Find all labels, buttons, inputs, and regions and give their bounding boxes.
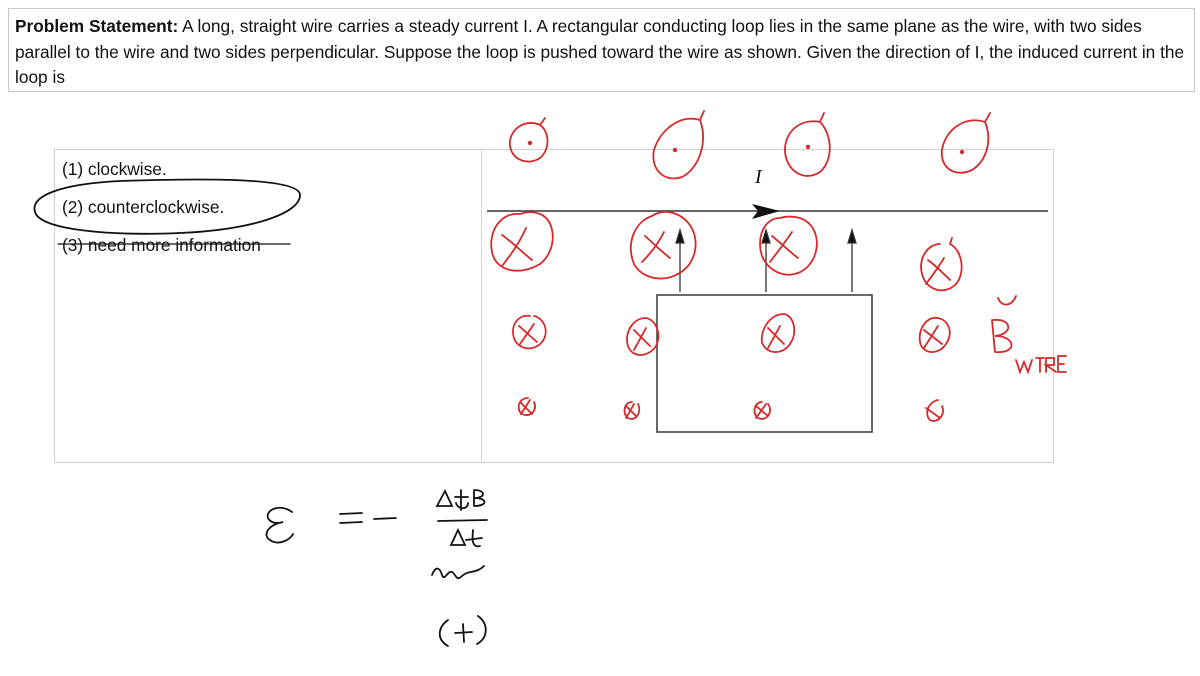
dot-symbol-3 — [785, 113, 830, 176]
x-symbol-9 — [519, 398, 535, 415]
delta-numerator — [437, 491, 452, 506]
option-counterclockwise[interactable]: (2) counterclockwise. — [62, 197, 225, 217]
option-clockwise[interactable]: (1) clockwise. — [62, 159, 167, 179]
b-wire-label — [992, 296, 1066, 372]
red-annotations — [491, 111, 1066, 421]
x-symbol-3 — [760, 217, 817, 275]
minus-sign — [374, 518, 396, 519]
paren-right — [477, 616, 486, 644]
vector-arrow — [998, 296, 1016, 305]
x-symbol-4 — [921, 238, 962, 290]
physics-figure — [487, 166, 1048, 432]
x-symbol-11 — [755, 402, 771, 419]
emf-epsilon — [266, 508, 293, 543]
x-symbol-1 — [491, 212, 553, 271]
black-annotations — [34, 179, 487, 646]
conducting-loop — [657, 295, 872, 432]
problem-text: A long, straight wire carries a steady current I. A rectangular conducting loop lies in the same plane as the wire, with two sides parallel to the wire and two sides perpendicular. Suppose the loop is pushed toward the wire as shown. Given the direction of I, the induced current in the loop is — [15, 16, 1185, 87]
equals-top — [340, 513, 362, 514]
x-symbol-5 — [513, 316, 546, 349]
current-label: I — [755, 166, 762, 188]
velocity-arrows — [676, 230, 856, 292]
answer-circle — [34, 179, 300, 233]
squiggle — [432, 566, 484, 578]
dot-symbol-4 — [942, 113, 990, 173]
delta-denominator — [451, 530, 465, 545]
x-symbol-12 — [926, 400, 943, 421]
paren-left — [440, 620, 448, 646]
x-symbol-6 — [627, 318, 658, 355]
option-need-more-info[interactable]: (3) need more information — [62, 235, 261, 255]
dot-symbol-1 — [510, 118, 548, 162]
x-symbol-2 — [631, 212, 696, 279]
fraction-bar — [438, 520, 487, 521]
x-symbol-7 — [762, 314, 795, 352]
x-symbol-10 — [625, 402, 640, 419]
x-symbol-8 — [920, 318, 950, 352]
equals-bottom — [340, 522, 362, 523]
dot-symbol-2 — [653, 111, 704, 178]
problem-heading: Problem Statement: — [15, 16, 179, 36]
